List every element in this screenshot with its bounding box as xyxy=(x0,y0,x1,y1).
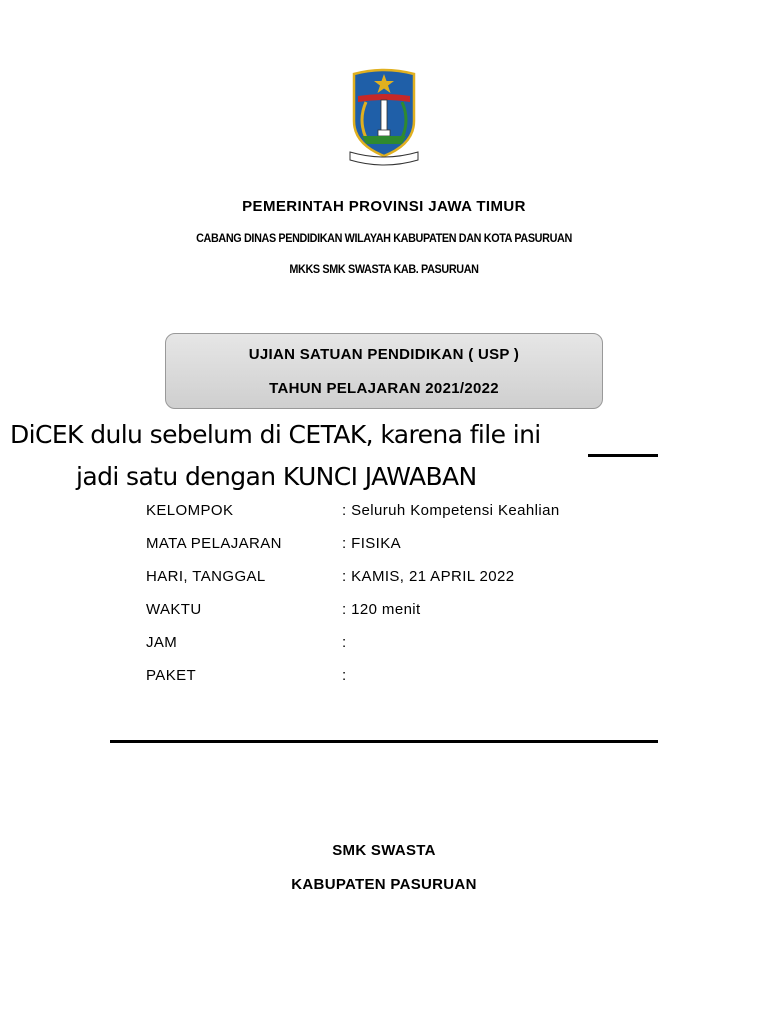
provincial-emblem-icon xyxy=(344,66,424,166)
info-value: : 120 menit xyxy=(342,601,421,618)
info-label: JAM xyxy=(146,634,178,651)
header-mkks: MKKS SMK SWASTA KAB. PASURUAN xyxy=(289,262,479,276)
divider-line xyxy=(110,740,658,743)
academic-year: TAHUN PELAJARAN 2021/2022 xyxy=(269,380,499,397)
divider-line xyxy=(588,454,658,457)
info-value: : FISIKA xyxy=(342,535,402,552)
info-label: KELOMPOK xyxy=(146,502,234,519)
footer-region: KABUPATEN PASURUAN xyxy=(291,876,477,893)
warning-note-line-1: DiCEK dulu sebelum di CETAK, karena file ini xyxy=(10,420,541,449)
info-value: : xyxy=(342,634,347,651)
info-value: : KAMIS, 21 APRIL 2022 xyxy=(342,568,515,585)
info-label: PAKET xyxy=(146,667,197,684)
header-government: PEMERINTAH PROVINSI JAWA TIMUR xyxy=(242,198,526,215)
exam-title-box xyxy=(165,333,603,409)
info-label: HARI, TANGGAL xyxy=(146,568,266,585)
info-value: : Seluruh Kompetensi Keahlian xyxy=(342,502,560,519)
exam-title: UJIAN SATUAN PENDIDIKAN ( USP ) xyxy=(248,346,520,363)
info-label: WAKTU xyxy=(146,601,202,618)
footer-school: SMK SWASTA xyxy=(332,842,436,859)
info-label: MATA PELAJARAN xyxy=(146,535,282,552)
header-education-office: CABANG DINAS PENDIDIKAN WILAYAH KABUPATEN DAN KOTA PASURUAN xyxy=(196,231,572,245)
warning-note-line-2: jadi satu dengan KUNCI JAWABAN xyxy=(76,462,477,491)
info-value: : xyxy=(342,667,347,684)
